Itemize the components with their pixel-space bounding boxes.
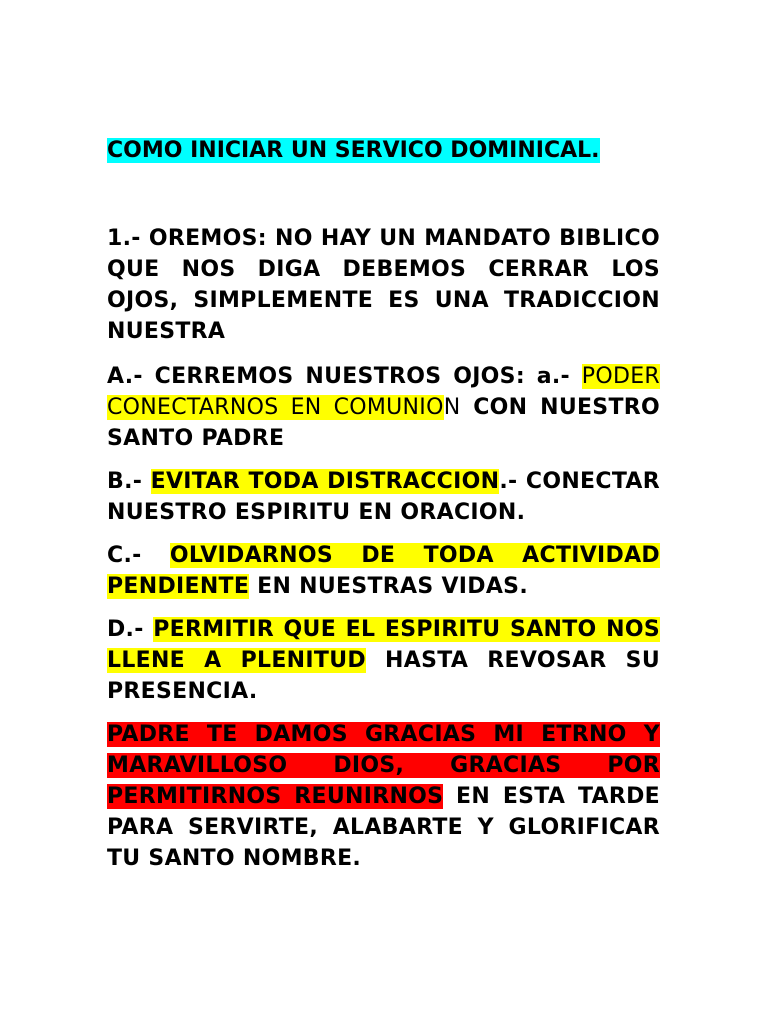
paragraph-a-rest: CON NUESTRO SANTO PADRE xyxy=(107,395,661,451)
paragraph-b-lead: B.- xyxy=(107,469,151,494)
document-title xyxy=(107,136,600,166)
paragraph-oremos: 1.- OREMOS: NO HAY UN MANDATO BIBLICO QUE NOS DIGA DEBEMOS CERRAR LOS OJOS, SIMPLEMENTE ES UNA TRADICCION NUESTRA xyxy=(107,226,660,344)
paragraph-b xyxy=(107,466,660,528)
paragraph-b-rest: .- CONECTAR NUESTRO ESPIRITU EN ORACION. xyxy=(107,469,660,525)
paragraph-d-highlight: PERMITIR QUE EL ESPIRITU SANTO NOS LLENE A PLENITUD xyxy=(107,617,660,673)
paragraph-a-highlight: PODER CONECTARNOS EN COMUNIO xyxy=(107,364,660,420)
paragraph-c-lead: C.- xyxy=(107,543,170,568)
paragraph-a xyxy=(107,361,660,454)
paragraph-a-lead: A.- CERREMOS NUESTROS OJOS: a.- xyxy=(107,364,582,389)
paragraph-d-lead: D.- xyxy=(107,617,154,642)
paragraph-a-plain: N xyxy=(443,395,461,420)
paragraph-prayer-rest: EN ESTA TARDE PARA SERVIRTE, ALABARTE Y GLORIFICAR TU SANTO NOMBRE. xyxy=(107,784,660,871)
paragraph-d-rest: HASTA REVOSAR SU PRESENCIA. xyxy=(107,648,660,704)
paragraph-d xyxy=(107,614,660,707)
document-body xyxy=(107,223,660,886)
paragraph-prayer-highlight: PADRE TE DAMOS GRACIAS MI ETRNO Y MARAVILLOSO DIOS, GRACIAS POR PERMITIRNOS REUNIRNOS xyxy=(107,722,660,809)
paragraph-c-highlight: OLVIDARNOS DE TODA ACTIVIDAD PENDIENTE xyxy=(107,543,660,599)
paragraph-c-rest: EN NUESTRAS VIDAS. xyxy=(249,574,528,599)
paragraph-b-highlight: EVITAR TODA DISTRACCION xyxy=(150,469,500,494)
paragraph-c xyxy=(107,540,660,602)
title-text: COMO INICIAR UN SERVICO DOMINICAL. xyxy=(107,138,600,163)
paragraph-prayer xyxy=(107,719,660,874)
